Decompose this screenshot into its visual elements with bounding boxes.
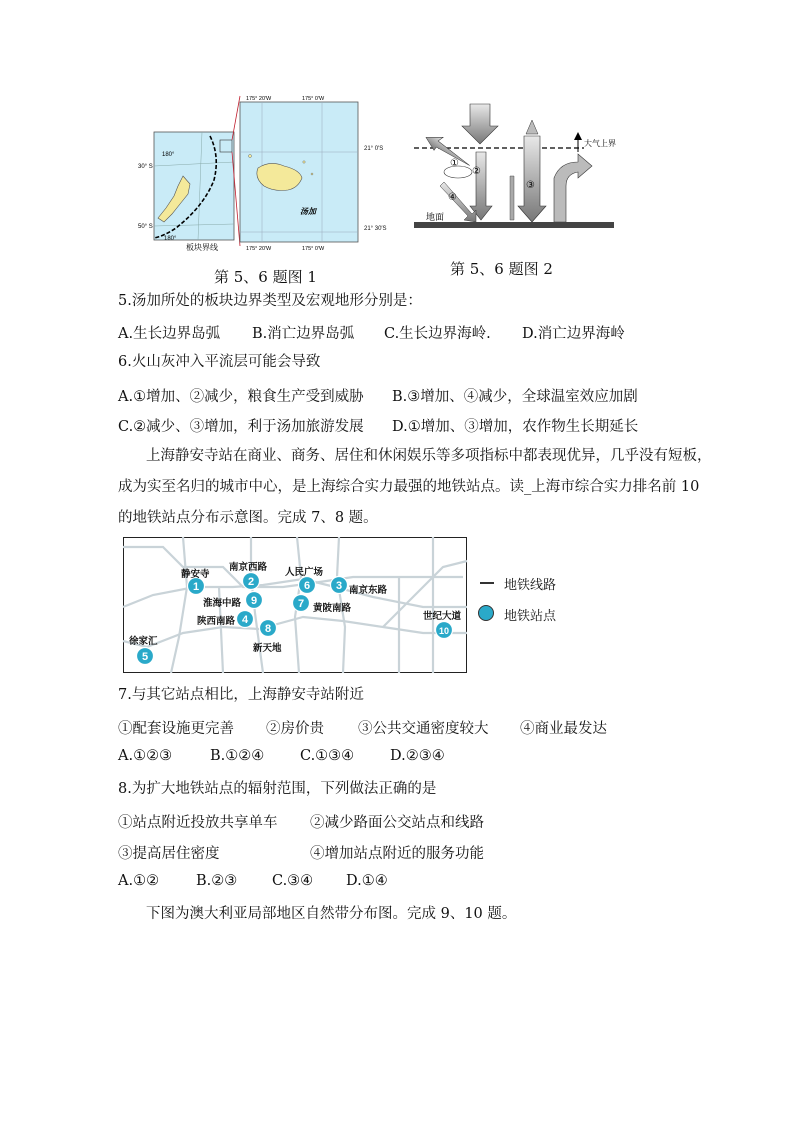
- station-number-2: 2: [247, 576, 255, 588]
- q5-option-d[interactable]: D.消亡边界海岭: [522, 326, 625, 342]
- marker-2: ②: [472, 166, 481, 177]
- q7-item-4: ④商业最发达: [520, 721, 607, 737]
- map-lon-top-right: 175° 0′W: [302, 96, 325, 102]
- tonga-label: 汤加: [300, 207, 316, 216]
- station-name-8: 新天地: [253, 643, 282, 654]
- station-number-3: 3: [335, 580, 343, 592]
- q8-item-4: ④增加站点附近的服务功能: [310, 846, 484, 862]
- station-number-4: 4: [241, 614, 249, 626]
- q6-stem: 6.火山灰冲入平流层可能会导致: [118, 354, 321, 370]
- map-lon-bottom-right: 175° 0′W: [302, 246, 325, 252]
- q8-option-a[interactable]: A.①②: [118, 873, 160, 889]
- station-number-1: 1: [192, 581, 200, 593]
- q7-item-2: ②房价贵: [266, 721, 324, 737]
- q7-option-c[interactable]: C.①③④: [300, 748, 355, 764]
- figure-1-caption: 第 5、6 题图 1: [214, 268, 317, 286]
- metro-map: [123, 537, 467, 673]
- q6-option-d[interactable]: D.①增加、③增加，农作物生长期延长: [392, 419, 639, 435]
- q7-item-3: ③公共交通密度较大: [358, 721, 489, 737]
- station-name-2: 南京西路: [229, 562, 268, 573]
- station-name-6: 人民广场: [285, 567, 324, 578]
- marker-1: ①: [450, 158, 459, 169]
- ground-label: 地面: [426, 212, 445, 222]
- atmosphere-top-label: 大气上界: [584, 139, 616, 148]
- map-lat-right-bottom: 21° 30′S: [364, 226, 387, 232]
- q7-option-b[interactable]: B.①②④: [210, 748, 265, 764]
- figure-2-caption: 第 5、6 题图 2: [450, 260, 553, 278]
- station-number-8: 8: [264, 623, 272, 635]
- inset-lat-30: 30° S: [138, 164, 153, 170]
- map-lon-top-left: 175° 20′W: [246, 96, 272, 102]
- station-name-1: 静安寺: [181, 569, 210, 580]
- station-number-5: 5: [141, 651, 149, 663]
- metro-map-svg: [123, 537, 467, 673]
- legend-station-symbol: [478, 605, 494, 621]
- station-number-10: 10: [438, 626, 450, 636]
- passage-2-line-1: 下图为澳大利亚局部地区自然带分布图。完成 9、10 题。: [146, 906, 517, 922]
- legend-line-symbol: [480, 582, 494, 584]
- map-lon-bottom-left: 175° 20′W: [246, 246, 272, 252]
- q5-option-a[interactable]: A.生长边界岛弧: [118, 326, 221, 342]
- station-name-4: 陕西南路: [197, 616, 236, 627]
- q7-option-d[interactable]: D.②③④: [390, 748, 445, 764]
- figure-2: [414, 96, 614, 236]
- station-name-5: 徐家汇: [129, 636, 158, 647]
- station-name-9: 淮海中路: [203, 598, 242, 609]
- station-number-9: 9: [250, 595, 258, 607]
- passage-line-3: 的地铁站点分布示意图。完成 7、8 题。: [118, 510, 378, 526]
- station-name-7: 黄陂南路: [313, 603, 352, 614]
- q6-option-c[interactable]: C.②减少、③增加，利于汤加旅游发展: [118, 419, 364, 435]
- inset-lon-180-top: 180°: [162, 152, 175, 158]
- figure-1: [138, 96, 362, 256]
- inset-lat-50: 50° S: [138, 224, 153, 230]
- station-number-6: 6: [303, 580, 311, 592]
- q5-option-b[interactable]: B.消亡边界岛弧: [252, 326, 355, 342]
- station-name-10: 世纪大道: [423, 611, 462, 622]
- q8-item-1: ①站点附近投放共享单车: [118, 815, 278, 831]
- q5-option-c[interactable]: C.生长边界海岭.: [384, 326, 491, 342]
- passage-line-2: 成为实至名归的城市中心，是上海综合实力最强的地铁站点。读_上海市综合实力排名前 10: [118, 479, 700, 495]
- station-name-3: 南京东路: [349, 585, 388, 596]
- marker-4: ④: [448, 192, 457, 203]
- q8-item-3: ③提高居住密度: [118, 846, 220, 862]
- legend-station-label: 地铁站点: [504, 609, 557, 624]
- q8-stem: 8.为扩大地铁站点的辐射范围，下列做法正确的是: [118, 781, 437, 797]
- q8-option-c[interactable]: C.③④: [272, 873, 314, 889]
- radiation-diagram: [414, 96, 614, 236]
- passage-line-1: 上海静安寺站在商业、商务、居住和休闲娱乐等多项指标中都表现优异，几乎没有短板，: [146, 448, 712, 464]
- q7-option-a[interactable]: A.①②③: [118, 748, 173, 764]
- q6-option-a[interactable]: A.①增加、②减少，粮食生产受到威胁: [118, 389, 364, 405]
- q8-option-d[interactable]: D.①④: [346, 873, 388, 889]
- tonga-map-figure: [138, 96, 362, 256]
- inset-lon-180-bottom: 180°: [164, 236, 177, 242]
- q8-item-2: ②减少路面公交站点和线路: [310, 815, 484, 831]
- marker-3: ③: [526, 180, 535, 191]
- q7-item-1: ①配套设施更完善: [118, 721, 234, 737]
- station-number-7: 7: [297, 598, 305, 610]
- q8-option-b[interactable]: B.②③: [196, 873, 238, 889]
- q6-option-b[interactable]: B.③增加、④减少，全球温室效应加剧: [392, 389, 638, 405]
- q7-stem: 7.与其它站点相比，上海静安寺站附近: [118, 687, 364, 703]
- map-lat-right-top: 21° 0′S: [364, 146, 384, 152]
- q5-stem: 5.汤加所处的板块边界类型及宏观地形分别是：: [118, 293, 422, 309]
- boundary-label: 板块界线: [186, 243, 218, 252]
- legend-line-label: 地铁线路: [504, 578, 557, 593]
